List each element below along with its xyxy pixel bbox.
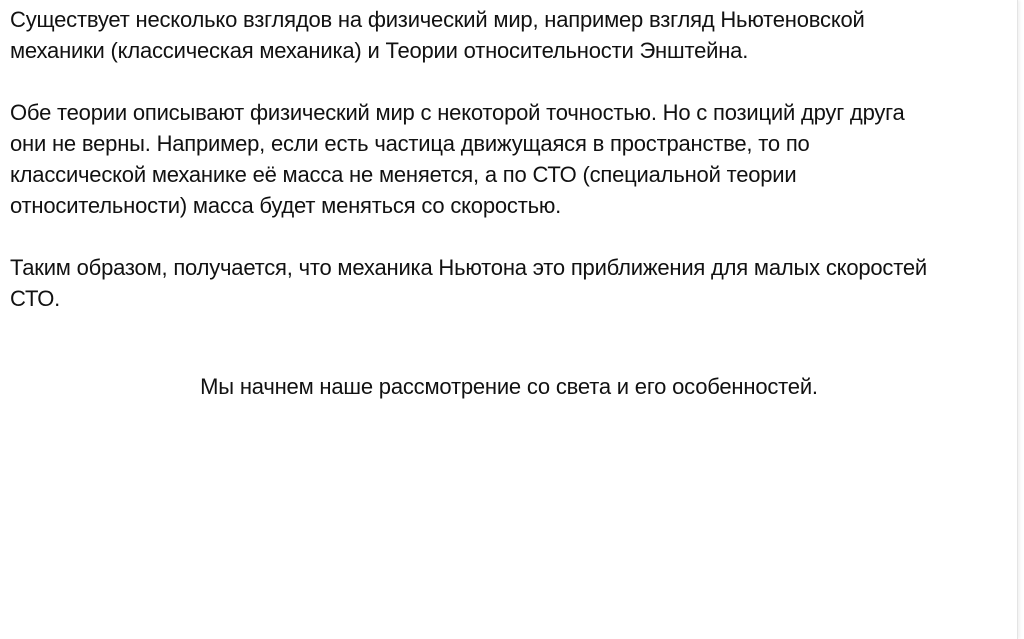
- paragraph-conclusion: Таким образом, получается, что механика Ньютона это приближения для малых скоростей СТО.: [10, 255, 927, 311]
- paragraph-spacer: [10, 221, 1010, 252]
- closing-statement: Мы начнем наше рассмотрение со света и его особенностей.: [200, 374, 818, 399]
- paragraph-spacer: [10, 66, 1010, 97]
- paragraph-theories-accuracy: Обе теории описывают физический мир с некоторой точностью. Но с позиций друг друга они не верны. Например, если есть частица движущаяся в пространстве, то по классической механике её масса не меняется, а по СТО (специальной теории относительности) масса будет меняться со скоростью.: [10, 100, 905, 218]
- paragraph-views-of-physical-world: Существует несколько взглядов на физический мир, например взгляд Ньютеновской механики (классическая механика) и Теории относительности Энштейна.: [10, 7, 865, 63]
- slide-body-text: [10, 4, 1010, 314]
